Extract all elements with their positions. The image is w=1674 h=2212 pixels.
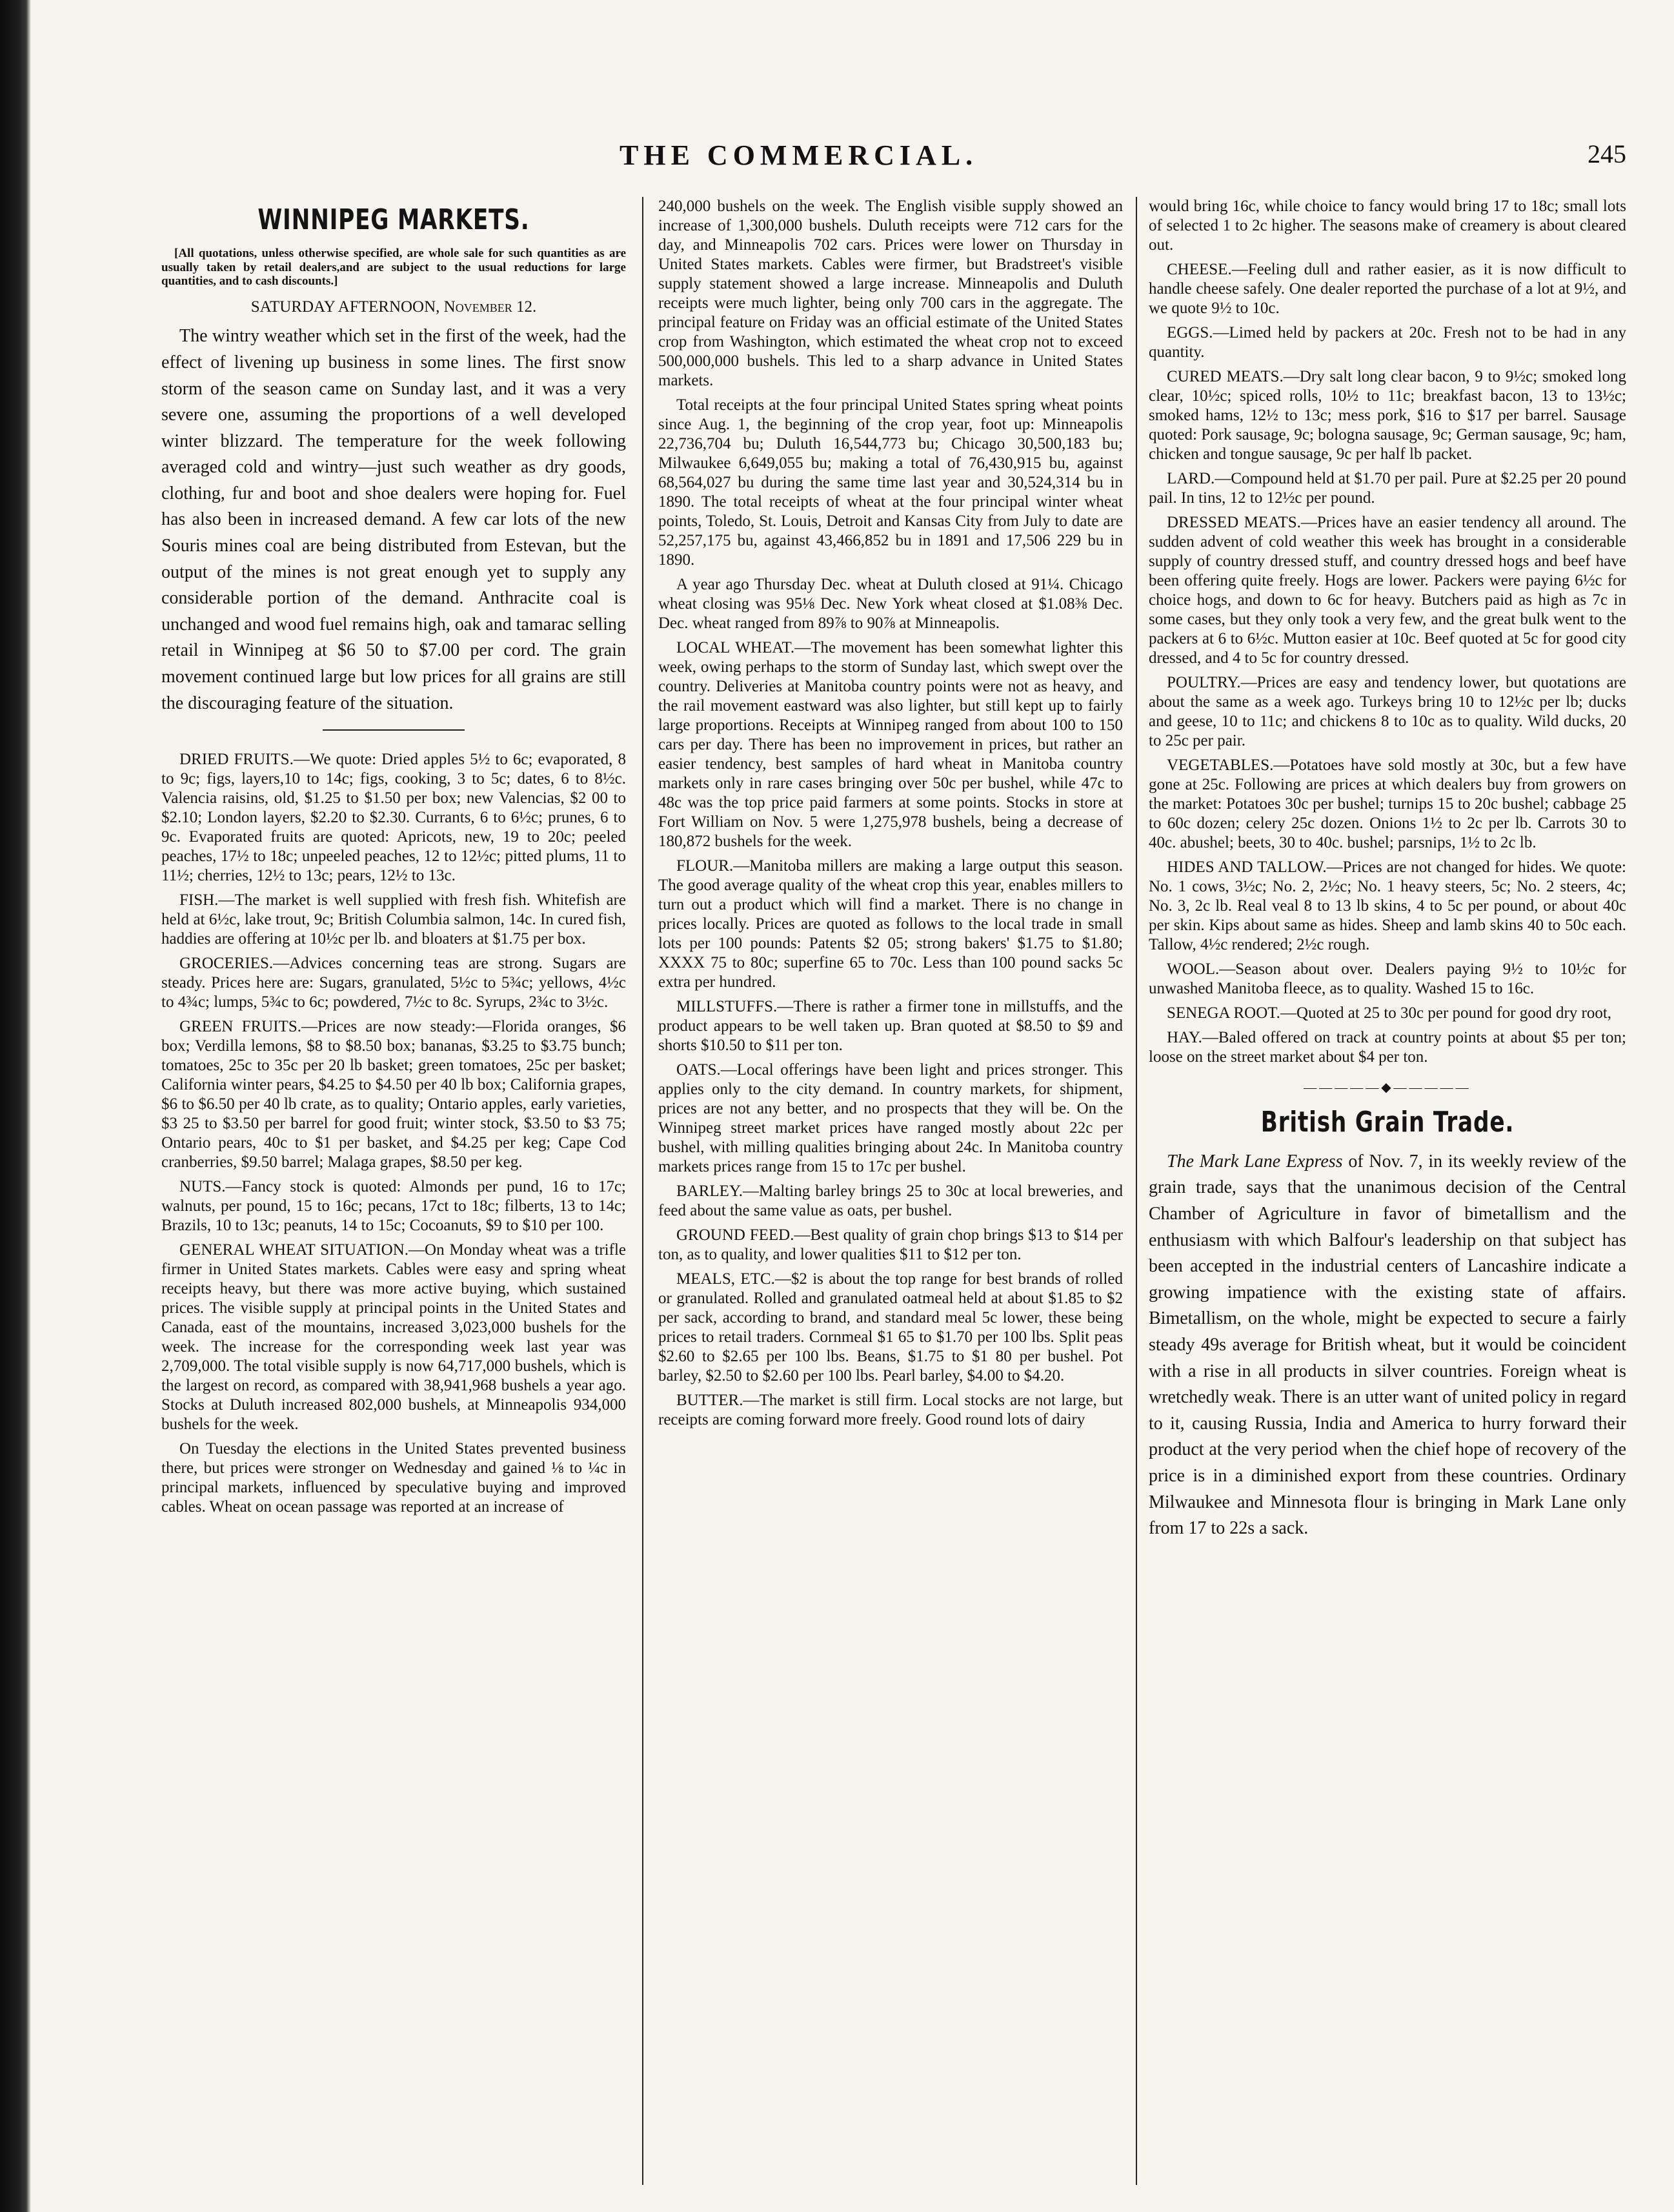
poultry-heading: POULTRY.: [1167, 674, 1241, 691]
vegetables-text: —Potatoes have sold mostly at 30c, but a few have gone at 25c. Following are prices at which dealers buy from growers on the market: Potatoes 30c per bushel; turnips 15 to 20c bushel; cabbage 25 to 60c dozen; celery 25c dozen. Onions 1½ to 2c per lb. Carrots 30 to 40c. abushel; beets, 30 to 40c. bushel; parsnips, 1½ to 2c lb.: [1149, 756, 1626, 851]
eggs-heading: EGGS.: [1167, 324, 1213, 341]
barley-paragraph: [658, 1182, 1123, 1221]
vegetables-heading: VEGETABLES.: [1167, 756, 1274, 774]
hay-text: —Baled offered on track at country points at about $5 per ton; loose on the street market about $4 per ton.: [1149, 1029, 1626, 1066]
cured-meats-heading: CURED MEATS.: [1167, 368, 1284, 385]
cured-meats-paragraph: [1149, 367, 1626, 464]
dressed-meats-paragraph: [1149, 513, 1626, 668]
green-fruits-text: —Prices are now steady:—Florida oranges, $6 box; Verdilla lemons, $8 to $8.50 box; bananas, $3.25 to $3.75 bunch; tomatoes, 25c to 35c per 20 lb basket; green tomatoes, 25c per basket; California winter pears, $4.25 to $4.50 per 40 lb box; California grapes, $6 to $6.50 per 40 lb crate, as to quality; Ontario apples, early varieties, $3 25 to $3.50 per barrel for good fruit; winter stock, $3.50 to $3 75; Ontario pears, 40c to $1 per basket, and $4.25 per keg; Cape Cod cranberries, $9.50 barrel; Malaga grapes, $8.50 per keg.: [161, 1018, 626, 1172]
binding-shadow: [0, 0, 31, 2212]
total-receipts-paragraph: Total receipts at the four principal United States spring wheat points since Aug. 1, the beginning of the crop year, foot up: Minneapolis 22,736,704 bu; Duluth 16,544,773 bu; Chicago 30,500,183 bu; Milwaukee 6,649,055 bu; making a total of 76,430,915 bu, against 68,564,027 bu during the same time last year and 30,524,314 bu in 1890. The total receipts of wheat at the four principal winter wheat points, Toledo, St. Louis, Detroit and Kansas City from July to date are 52,257,175 bu, against 43,466,852 bu in 1891 and 17,506 229 bu in 1890.: [658, 396, 1123, 569]
poultry-paragraph: [1149, 673, 1626, 751]
fish-paragraph: [161, 891, 626, 949]
fish-heading: FISH.: [179, 891, 219, 909]
british-paragraph: [1149, 1149, 1626, 1542]
wool-heading: WOOL.: [1167, 960, 1220, 978]
section-title-winnipeg: WINNIPEG MARKETS.: [257, 203, 530, 236]
oats-text: —Local offerings have been light and prices stronger. This applies only to the city demand. In country markets, for shipment, prices are not any better, and no prospects that they will be. On the Winnipeg street market prices have ranged mostly about 22c per bushel, with milling qualities bringing about 24c. In Manitoba country markets prices range from 15 to 17c per bushel.: [658, 1061, 1123, 1175]
divider: [323, 729, 465, 731]
dateline: SATURDAY AFTERNOON, November 12.: [250, 298, 537, 316]
butter-text: —The market is still firm. Local stocks are not large, but receipts are coming forward more freely. Good round lots of dairy: [658, 1392, 1123, 1428]
butter-paragraph: [658, 1391, 1123, 1430]
ground-feed-text: —Best quality of grain chop brings $13 to $14 per ton, as to quality, and lower qualities $11 to $12 per ton.: [658, 1226, 1123, 1263]
lard-paragraph: [1149, 469, 1626, 508]
nuts-paragraph: [161, 1177, 626, 1235]
ornament-divider: —————◆—————: [1304, 1081, 1471, 1095]
barley-text: —Malting barley brings 25 to 30c at local breweries, and feed about the same value as oats, per bushel.: [658, 1182, 1123, 1219]
lard-heading: LARD.: [1167, 470, 1215, 487]
hides-heading: HIDES AND TALLOW.: [1167, 858, 1327, 876]
cheese-paragraph: [1149, 260, 1626, 318]
hides-paragraph: [1149, 858, 1626, 955]
flour-paragraph: [658, 857, 1123, 992]
dried-fruits-paragraph: [161, 750, 626, 886]
local-wheat-heading: LOCAL WHEAT.: [676, 639, 795, 656]
wool-text: —Season about over. Dealers paying 9½ to 10½c for unwashed Manitoba fleece, as to quality. Washed 15 to 16c.: [1149, 960, 1626, 997]
flour-text: —Manitoba millers are making a large output this season. The good average quality of the wheat crop this year, enables millers to turn out a product which will find a market. There is no change in prices locally. Prices are quoted as follows to the local trade in small lots per 100 pounds: Patents $2 05; strong bakers' $1.75 to $1.80; XXXX 75 to 80c; superfine 65 to 70c. Less than 100 pound sacks 5c extra per hundred.: [658, 857, 1123, 991]
intro-block: [161, 323, 626, 716]
cured-meats-text: —Dry salt long clear bacon, 9 to 9½c; smoked long clear, 10½c; spiced rolls, 10½ to 11c; breakfast bacon, 13 to 13½c; smoked hams, 12½ to 13c; mess pork, $16 to $17 per barrel. Sausage quoted: Pork sausage, 9c; bologna sausage, 9c; German sausage, 9c; ham, chicken and tongue sausage, 9c per half lb packet.: [1149, 368, 1626, 463]
journal-name: The Mark Lane Express: [1167, 1151, 1343, 1172]
groceries-paragraph: [161, 954, 626, 1012]
senega-heading: SENEGA ROOT.: [1167, 1004, 1280, 1022]
butter-continued: would bring 16c, while choice to fancy would bring 17 to 18c; small lots of selected 1 to 2c higher. The seasons make of creamery is about cleared out.: [1149, 198, 1626, 254]
ground-feed-paragraph: [658, 1226, 1123, 1264]
wheat-situation-text: —On Monday wheat was a trifle firmer in United States markets. Cables were easy and spring wheat receipts heavy, but there was more active buying, which sustained prices. The visible supply at principal points in the United States and Canada, east of the mountains, increased 3,023,000 bushels for the week. The increase for the corresponding week last year was 2,709,000. The total visible supply is now 64,717,000 bushels, which is the largest on record, as compared with 38,941,968 bushels a year ago. Stocks at Duluth increased 802,000 bushels, at Minneapolis 934,000 bushels for the week.: [161, 1241, 626, 1434]
eggs-paragraph: [1149, 323, 1626, 362]
wool-paragraph: [1149, 960, 1626, 999]
nuts-heading: NUTS.: [179, 1178, 226, 1196]
section-title-british: British Grain Trade.: [1260, 1106, 1515, 1139]
senega-text: —Quoted at 25 to 30c per pound for good dry root,: [1280, 1004, 1612, 1022]
vegetables-paragraph: [1149, 756, 1626, 853]
wheat-situation-heading: GENERAL WHEAT SITUATION.: [179, 1241, 409, 1259]
meals-paragraph: [658, 1270, 1123, 1386]
poultry-text: —Prices are easy and tendency lower, but quotations are about the same as a week ago. Turkeys bring 10 to 12½c per lb; ducks and geese, 10 to 11c; and chickens 8 to 10c as to quality. Wild ducks, 20 to 25c per pair.: [1149, 674, 1626, 749]
oats-heading: OATS.: [676, 1061, 721, 1079]
meals-text: —$2 is about the top range for best brands of rolled or granulated. Rolled and granulated oatmeal held at about $1.85 to $2 per sack, according to brand, and standard meal 5c lower, these being prices to retail traders. Cornmeal $1 65 to $1.70 per 100 lbs. Split peas $2.60 to $2.65 per 100 lbs. Beans, $1.75 to $1 80 per bushel. Pot barley, $2.50 to $2.60 per 100 lbs. Pearl barley, $4.00 to $4.20.: [658, 1270, 1123, 1385]
meals-heading: MEALS, ETC.: [676, 1270, 775, 1288]
wheat-situation-paragraph: [161, 1241, 626, 1434]
green-fruits-paragraph: [161, 1017, 626, 1172]
hides-text: —Prices are not changed for hides. We quote: No. 1 cows, 3½c; No. 2, 2½c; No. 1 heavy steers, 5c; No. 2 steers, 4c; No. 3, 2c lb. Real veal 8 to 13 lb skins, 4 to 5c per pound, or about 40c per skin. Kips about same as hides. Sheep and lamb skins 40 to 50c each. Tallow, 4½c rendered; 2½c rough.: [1149, 858, 1626, 953]
flour-heading: FLOUR.: [676, 857, 734, 875]
groceries-heading: GROCERIES.: [179, 955, 274, 973]
millstuffs-paragraph: [658, 997, 1123, 1055]
ground-feed-heading: GROUND FEED.: [676, 1226, 794, 1244]
column-3: [1149, 197, 1626, 2185]
barley-heading: BARLEY.: [676, 1182, 743, 1200]
local-wheat-paragraph: [658, 638, 1123, 851]
year-ago-paragraph: A year ago Thursday Dec. wheat at Duluth closed at 91¼. Chicago wheat closing was 95⅛ Dec. New York wheat closed at $1.08⅜ Dec. Dec. wheat ranged from 89⅞ to 90⅞ at Minneapolis.: [658, 576, 1123, 632]
oats-paragraph: [658, 1060, 1123, 1177]
quotation-note: [All quotations, unless otherwise specified, are whole sale for such quantities as are usually taken by retail dealers,and are subject to the usual reductions for large quantities, and to cash discounts.]: [161, 246, 626, 289]
dressed-meats-heading: DRESSED MEATS.: [1167, 514, 1301, 531]
column-rule: [642, 197, 643, 2185]
column-2: [658, 197, 1123, 2185]
british-text: of Nov. 7, in its weekly review of the grain trade, says that the unanimous decision of the Central Chamber of Agriculture in favor of bimetallism and the enthusiasm with which Balfour's leadership on that subject has been accepted in the industrial centers of Lancashire indicate a growing impatience with the existing state of affairs. Bimetallism, on the whole, might be expected to secure a fairly steady 49s average for British wheat, but it would be coincident with a rise in all products in silver countries. Foreign wheat is wretchedly weak. There is an utter want of united policy in regard to it, causing Russia, India and America to hurry forward their product at the very period when the chief hope of recovery of the price is in a diminished export from these countries. Ordinary Milwaukee and Minnesota flour is bringing in Mark Lane only from 17 to 22s a sack.: [1149, 1151, 1626, 1539]
dried-fruits-text: —We quote: Dried apples 5½ to 6c; evaporated, 8 to 9c; figs, layers,10 to 14c; figs, cooking, 3 to 5c; dates, 6 to 8½c. Valencia raisins, old, $1.25 to $1.50 per box; new Valencias, $2 00 to $2.10; London layers, $2.20 to $2.30. Currants, 6 to 6½c; prunes, 6 to 9c. Evaporated fruits are quoted: Apricots, new, 19 to 20c; peeled peaches, 17½ to 18c; unpeeled peaches, 12 to 12½c; pitted plums, 11 to 11½; cherries, 12½ to 13c; pears, 12½ to 13c.: [161, 751, 626, 885]
nuts-text: —Fancy stock is quoted: Almonds per pund, 16 to 17c; walnuts, per pound, 15 to 16c; pecans, 17ct to 18c; filberts, 13 to 14c; Brazils, 10 to 13c; peanuts, 14 to 15c; Cocoanuts, $9 to $10 per 100.: [161, 1178, 626, 1235]
cheese-text: —Feeling dull and rather easier, as it is now difficult to handle cheese safely. One dealer reported the purchase of a lot at 9½, and we quote 9½ to 10c.: [1149, 261, 1626, 317]
dried-fruits-heading: DRIED FRUITS.: [179, 751, 294, 769]
butter-heading: BUTTER.: [676, 1392, 743, 1409]
cheese-heading: CHEESE.: [1167, 261, 1232, 278]
millstuffs-heading: MILLSTUFFS.: [676, 998, 778, 1015]
millstuffs-text: —There is rather a firmer tone in millstuffs, and the product appears to be well taken up. Bran quoted at $8.50 to $9 and shorts $10.50 to $11 per ton.: [658, 998, 1123, 1054]
eggs-text: —Limed held by packers at 20c. Fresh not to be had in any quantity.: [1149, 324, 1626, 361]
senega-paragraph: [1149, 1004, 1626, 1023]
page-header: [620, 139, 1626, 178]
page-number: 245: [1588, 139, 1626, 168]
column-1: [161, 197, 626, 2185]
dressed-meats-text: —Prices have an easier tendency all around. The sudden advent of cold weather this week has brought in a considerable supply of country dressed stuff, and country dressed hogs and beef have been offering quite freely. Hogs are lower. Packers were paying 6½c for choice hogs, and down to 6c for heavy. Butchers paid as high as 7c in some cases, but they only took a very few, and the great bulk went to the packers at 6 to 6½c. Mutton easier at 10c. Beef quoted at 5c for good city dressed, and 4 to 5c for country dressed.: [1149, 514, 1626, 667]
hay-paragraph: [1149, 1028, 1626, 1067]
intro-paragraph: The wintry weather which set in the first of the week, had the effect of livening up business in some lines. The first snow storm of the season came on Sunday last, and it was a very severe one, assuming the proportions of a well developed winter blizzard. The temperature for the week following averaged cold and wintry—just such weather as dry goods, clothing, fur and boot and shoe dealers were hoping for. Fuel has also been in increased demand. A few car lots of the new Souris mines coal are being distributed from Estevan, but the output of the mines is not great enough yet to supply any considerable portion of the demand. Anthracite coal is unchanged and wood fuel remains high, oak and tamarac selling retail in Winnipeg at $6 50 to $7.00 per cord. The grain movement continued large but low prices for all grains are still the discouraging feature of the situation.: [161, 326, 626, 713]
hay-heading: HAY.: [1167, 1029, 1202, 1046]
column-rule: [1136, 197, 1137, 2185]
continued-paragraph: 240,000 bushels on the week. The English visible supply showed an increase of 1,300,000 bushels. Duluth receipts were 712 cars for the day, and Minneapolis 702 cars. Prices were lower on Thursday in United States markets. Cables were firmer, but Bradstreet's visible supply statement showed a large increase. Minneapolis and Duluth receipts were much lighter, being only 700 cars in the aggregate. The principal feature on Friday was an official estimate of the United States crop from Washington, which estimated the wheat crop not to exceed 500,000,000 bushels. This led to a sharp advance in United States markets.: [658, 198, 1123, 389]
tuesday-paragraph: On Tuesday the elections in the United States prevented business there, but prices were stronger on Wednesday and gained ⅛ to ¼c in principal markets, influenced by speculative buying and improved cables. Wheat on ocean passage was reported at an increase of: [161, 1440, 626, 1516]
local-wheat-text: —The movement has been somewhat lighter this week, owing perhaps to the storm of Sunday last, which swept over the country. Deliveries at Manitoba country points were not as heavy, and the rail movement eastward was also lighter, but still kept up to fairly large proportions. Receipts at Winnipeg ranged from about 100 to 150 cars per day. There has been no improvement in prices, but rather an easier tendency, best samples of hard wheat in Manitoba country markets only in rare cases bringing over 50c per bushel, while 47c to 48c was the top price paid farmers at some points. Stocks in store at Fort William on Nov. 5 were 1,275,978 bushels, being a decrease of 180,872 bushels for the week.: [658, 639, 1123, 850]
british-block: [1149, 1149, 1626, 1542]
green-fruits-heading: GREEN FRUITS.: [179, 1018, 301, 1036]
fish-text: —The market is well supplied with fresh fish. Whitefish are held at 6½c, lake trout, 9c; British Columbia salmon, 14c. In cured fish, haddies are offering at 10½c per lb. and bloaters at $1.75 per box.: [161, 891, 626, 948]
lard-text: —Compound held at $1.70 per pail. Pure at $2.25 per 20 pound pail. In tins, 12 to 12½c per pound.: [1149, 470, 1626, 507]
groceries-text: —Advices concerning teas are strong. Sugars are steady. Prices here are: Sugars, granulated, 5½c to 5¾c; yellows, 4½c to 4¾c; lumps, 5¾c to 6c; powdered, 7½c to 8c. Syrups, 2¾c to 3½c.: [161, 955, 626, 1011]
masthead: THE COMMERCIAL.: [620, 139, 978, 171]
